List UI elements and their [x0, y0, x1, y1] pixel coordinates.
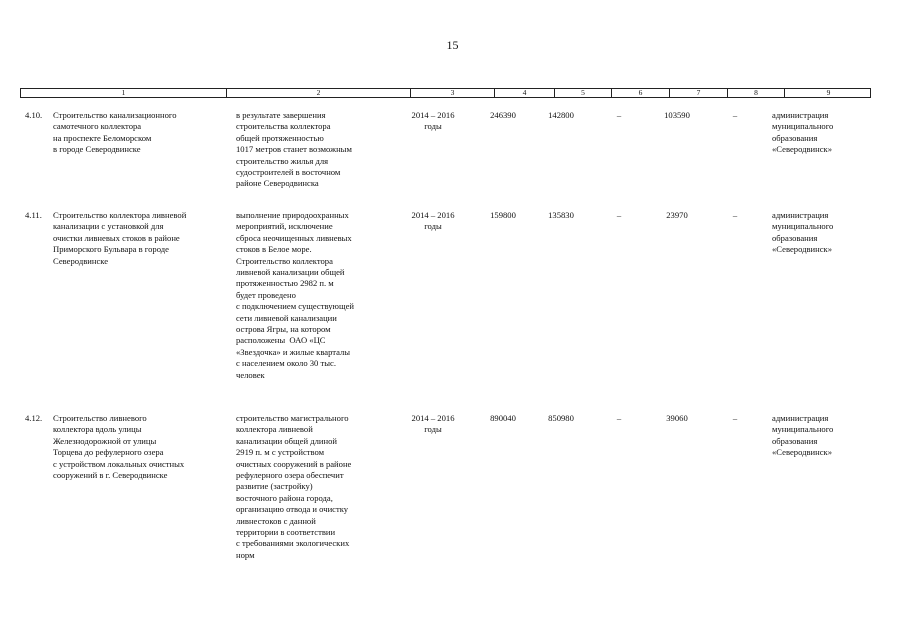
header-col-7: 7 [669, 89, 727, 97]
col-5-value: 850980 [548, 413, 574, 423]
col-5-value: 135830 [548, 210, 574, 220]
implementation-years: 2014 – 2016 годы [411, 413, 455, 435]
header-col-3: 3 [410, 89, 494, 97]
header-col-4: 4 [494, 89, 554, 97]
header-col-5: 5 [554, 89, 611, 97]
measure-effect: строительство магистрального коллектора ливневой канализации общей длиной 2919 п. м с устройством очистных сооружений в районе рефулерного озера обеспечит развитие (застройку) восточного района города, организацию отвода и очистку ливнестоков с данной территории в соответствии с требованиями экологических норм [236, 413, 352, 560]
measure-name: Строительство ливневого коллектора вдоль улицы Железнодорожной от улицы Торцева до рефулерного озера с устройством локальных очистных сооружений в г. Северодвинске [53, 413, 185, 481]
executor: администрация муниципального образования «Северодвинск» [772, 413, 834, 458]
measure-name: Строительство коллектора ливневой канализации с установкой для очистки ливневых стоков в районе Приморского Бульвара в городе Северодвинске [53, 210, 187, 266]
header-col-9: 9 [784, 89, 872, 97]
row-number: 4.11. [25, 210, 42, 220]
header-col-8: 8 [727, 89, 784, 97]
executor: администрация муниципального образования «Северодвинск» [772, 210, 834, 255]
implementation-years: 2014 – 2016 годы [411, 110, 455, 132]
row-number: 4.12. [25, 413, 43, 423]
col-6-value: – [616, 210, 622, 220]
header-col-2: 2 [226, 89, 410, 97]
col-8-value: – [732, 210, 738, 220]
measure-effect: выполнение природоохранных мероприятий, исключение сброса неочищенных ливневых стоков в Белое море. Строительство коллектора ливневой канализации общей протяженностью 2982 п. м будет проведено с подключением существующей сети ливневой канализации острова Ягры, на котором расположены ОАО «ЦС «Звездочка» и жилые кварталы с населением около 30 тыс. человек [236, 210, 354, 380]
col-8-value: – [732, 110, 738, 120]
header-col-6: 6 [611, 89, 669, 97]
measure-effect: в результате завершения строительства коллектора общей протяженностью 1017 метров станет возможным строительство жилья для судостроителей в восточном районе Северодвинска [236, 110, 352, 189]
col-7-value: 39060 [666, 413, 688, 423]
col-6-value: – [616, 110, 622, 120]
col-7-value: 103590 [664, 110, 690, 120]
executor: администрация муниципального образования «Северодвинск» [772, 110, 834, 155]
col-4-value: 890040 [490, 413, 516, 423]
col-8-value: – [732, 413, 738, 423]
implementation-years: 2014 – 2016 годы [411, 210, 455, 232]
col-7-value: 23970 [666, 210, 688, 220]
col-5-value: 142800 [548, 110, 574, 120]
measure-name: Строительство канализационного самотечного коллектора на проспекте Беломорском в городе Северодвинске [53, 110, 177, 155]
page-number: 15 [446, 38, 459, 52]
header-col-1: 1 [121, 88, 126, 97]
col-6-value: – [616, 413, 622, 423]
col-4-value: 246390 [490, 110, 516, 120]
row-number: 4.10. [25, 110, 43, 120]
column-number-header [20, 88, 871, 98]
col-4-value: 159800 [490, 210, 516, 220]
